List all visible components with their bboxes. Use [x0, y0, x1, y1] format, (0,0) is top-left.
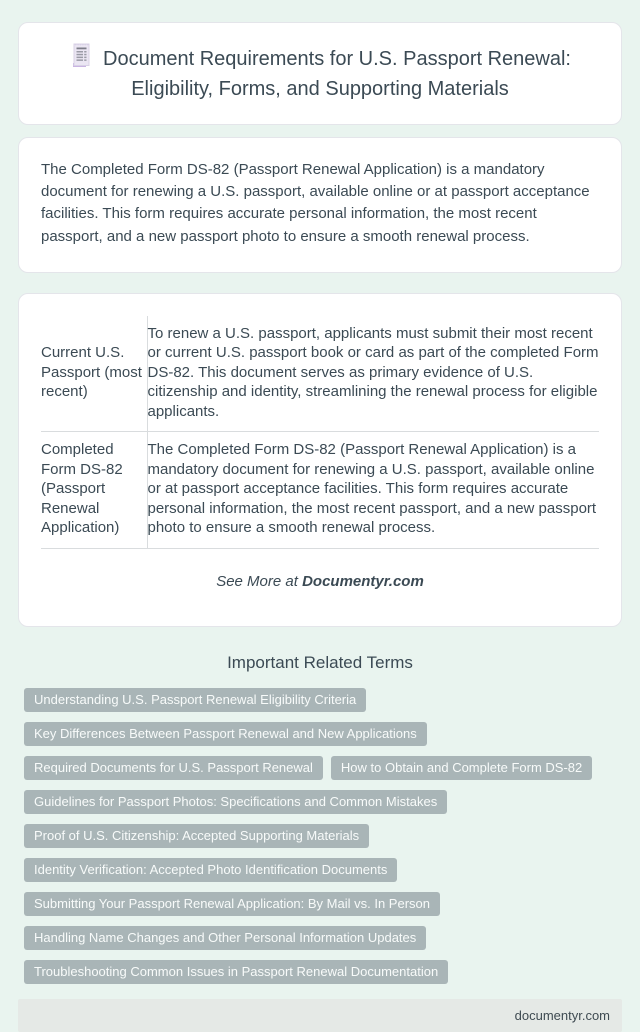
- title-card: [18, 22, 622, 125]
- related-term-tag[interactable]: How to Obtain and Complete Form DS-82: [331, 756, 592, 780]
- related-term-tag[interactable]: Required Documents for U.S. Passport Renewal: [24, 756, 323, 780]
- see-more-prefix: See More at: [216, 572, 303, 590]
- related-term-tag[interactable]: Troubleshooting Common Issues in Passport Renewal Documentation: [24, 960, 448, 984]
- requirement-description: The Completed Form DS-82 (Passport Renewal Application) is a mandatory document for renewing a U.S. passport, available online or at passport acceptance facilities. This form requires accurate personal information, the most recent passport, and a new passport photo to ensure a smooth renewal process.: [147, 432, 599, 549]
- related-term-tag[interactable]: Identity Verification: Accepted Photo Identification Documents: [24, 858, 397, 882]
- related-term-tag[interactable]: Guidelines for Passport Photos: Specifications and Common Mistakes: [24, 790, 447, 814]
- requirement-term: Current U.S. Passport (most recent): [41, 316, 147, 432]
- related-term-tag[interactable]: Proof of U.S. Citizenship: Accepted Supporting Materials: [24, 824, 369, 848]
- see-more-note: [41, 573, 599, 590]
- requirement-description: To renew a U.S. passport, applicants must submit their most recent or current U.S. passport book or card as part of the completed Form DS-82. This document serves as primary evidence of U.S. citizenship and identity, streamlining the renewal process for eligible applicants.: [147, 316, 599, 432]
- requirement-term: Completed Form DS-82 (Passport Renewal Application): [41, 432, 147, 549]
- brand-name: Documentyr.com: [302, 572, 424, 590]
- footer-site-label: documentyr.com: [514, 1007, 610, 1023]
- related-term-tag[interactable]: Key Differences Between Passport Renewal and New Applications: [24, 722, 427, 746]
- table-row: [41, 432, 599, 549]
- footer-bar: [18, 999, 622, 1032]
- requirements-table: [41, 316, 599, 549]
- related-terms-list: [24, 688, 616, 984]
- related-term-tag[interactable]: Understanding U.S. Passport Renewal Eligibility Criteria: [24, 688, 366, 712]
- summary-card: [18, 137, 622, 273]
- table-row: [41, 316, 599, 432]
- document-icon: [69, 43, 93, 74]
- page-title: Document Requirements for U.S. Passport Renewal: Eligibility, Forms, and Supporting Materials: [103, 48, 571, 100]
- requirements-card: [18, 293, 622, 627]
- summary-text: The Completed Form DS-82 (Passport Renewal Application) is a mandatory document for renewing a U.S. passport, available online or at passport acceptance facilities. This form requires accurate personal information, the most recent passport, and a new passport photo to ensure a smooth renewal process.: [41, 161, 590, 245]
- related-term-tag[interactable]: Handling Name Changes and Other Personal Information Updates: [24, 926, 426, 950]
- related-terms-heading: Important Related Terms: [227, 652, 413, 672]
- related-term-tag[interactable]: Submitting Your Passport Renewal Application: By Mail vs. In Person: [24, 892, 440, 916]
